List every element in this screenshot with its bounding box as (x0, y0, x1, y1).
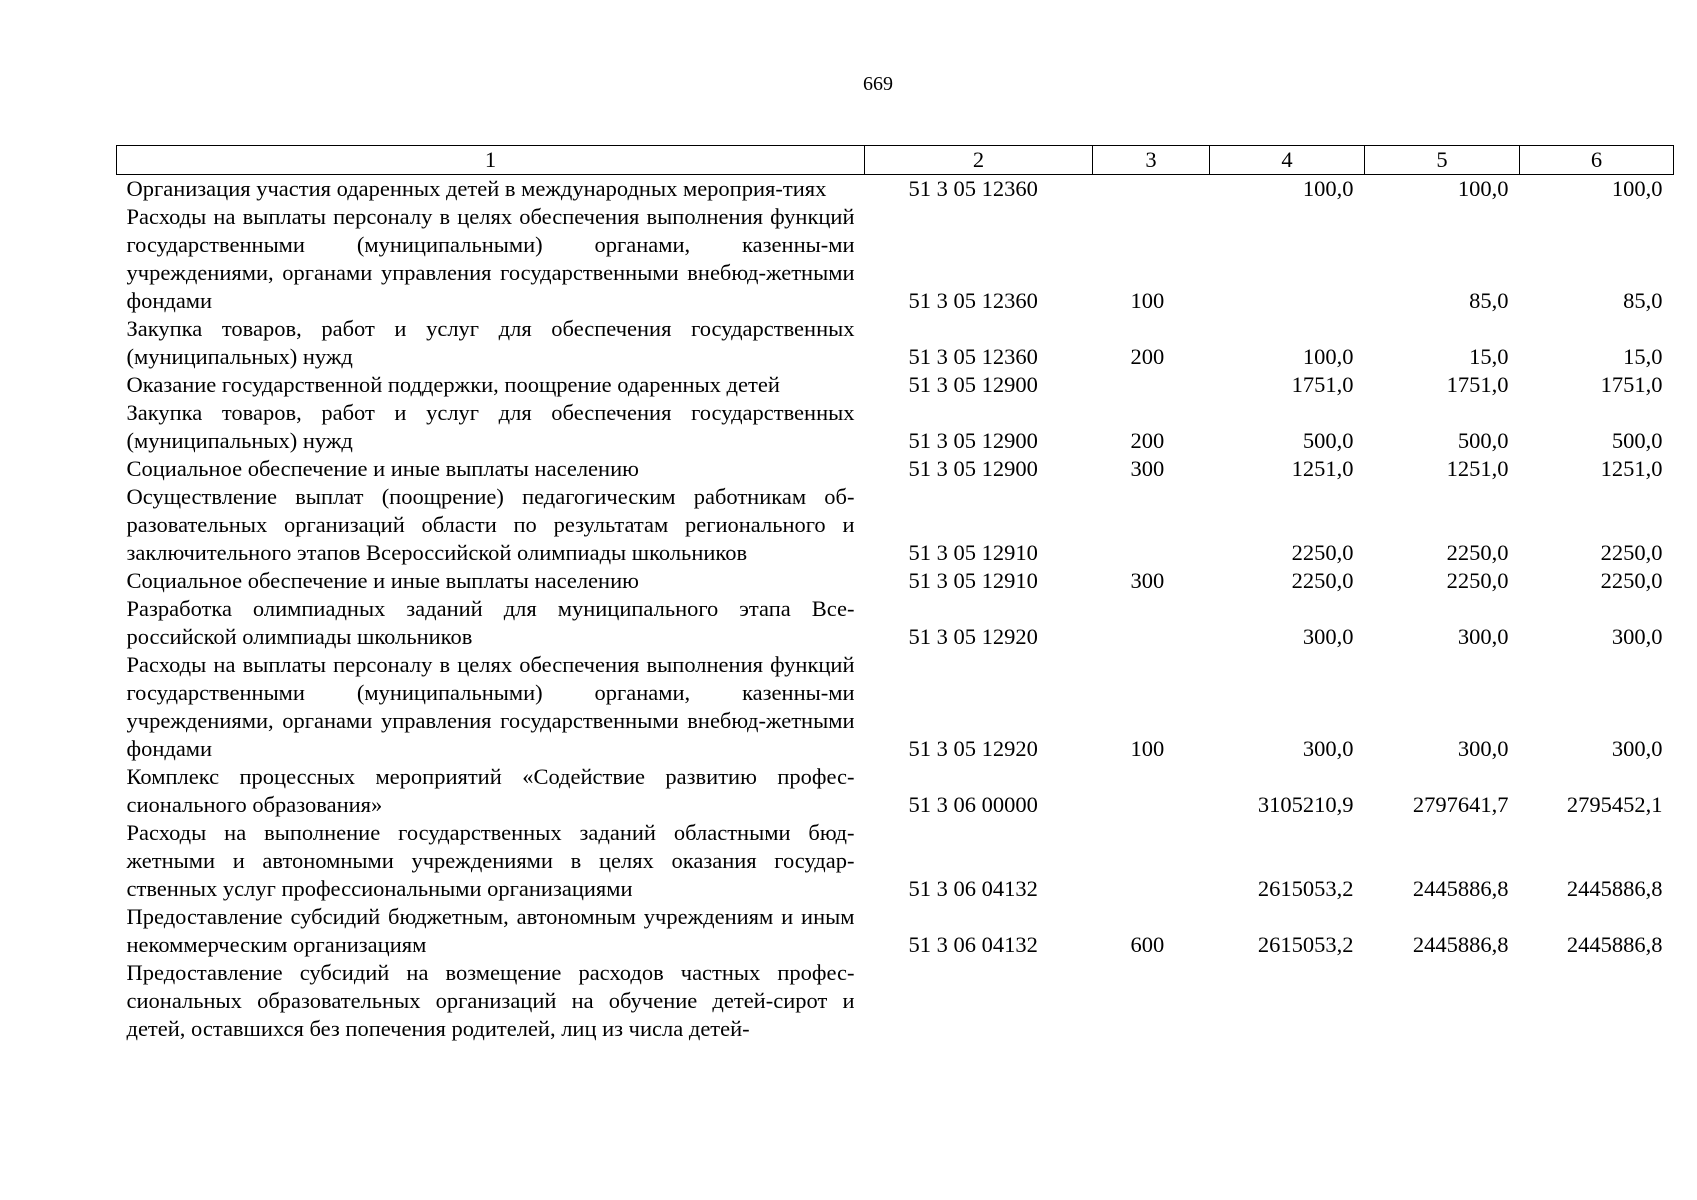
row-value-col-4: 100,0 (1302, 176, 1354, 201)
row-value-col-6: 500,0 (1611, 428, 1663, 453)
row-value-col-6: 85,0 (1623, 288, 1663, 313)
row-expense-type: 300 (1130, 568, 1165, 593)
row-value-col-6: 1251,0 (1600, 456, 1663, 481)
header-col-5: 5 (1365, 146, 1520, 175)
row-value-col-5: 100,0 (1457, 176, 1509, 201)
header-col-6: 6 (1520, 146, 1674, 175)
row-value-col-6: 15,0 (1623, 344, 1663, 369)
table-row (117, 203, 1674, 315)
row-name: Осуществление выплат (поощрение) педагогическим работникам об-разовательных организаций области по результатам регионального и заключительного этапов Всероссийской олимпиады школьников (126, 484, 855, 565)
row-value-col-5: 2445886,8 (1412, 932, 1509, 957)
row-expense-type (1093, 175, 1210, 204)
header-col-4: 4 (1210, 146, 1365, 175)
header-col-3: 3 (1093, 146, 1210, 175)
row-code: 51 3 05 12360 (908, 288, 1038, 313)
row-value-col-5 (1365, 959, 1520, 1043)
row-name: Социальное обеспечение и иные выплаты населению (126, 456, 639, 481)
row-value-col-4 (1210, 959, 1365, 1043)
row-name: Закупка товаров, работ и услуг для обеспечения государственных (муниципальных) нужд (126, 400, 855, 453)
row-value-col-6: 2445886,8 (1566, 932, 1663, 957)
table-body (117, 175, 1674, 1044)
row-value-col-6: 2250,0 (1600, 540, 1663, 565)
table-row (117, 567, 1674, 595)
row-expense-type: 200 (1130, 428, 1165, 453)
row-name: Расходы на выполнение государственных заданий областными бюд-жетными и автономными учреждениями в целях оказания государ-ственных услуг профессиональными организациями (126, 820, 855, 901)
row-value-col-6: 2445886,8 (1566, 876, 1663, 901)
row-value-col-5: 500,0 (1457, 428, 1509, 453)
row-code: 51 3 05 12910 (908, 540, 1038, 565)
table-row (117, 483, 1674, 567)
row-expense-type (1093, 819, 1210, 903)
row-value-col-4 (1210, 203, 1365, 315)
row-name: Расходы на выплаты персоналу в целях обеспечения выполнения функций государственными (муниципальными) органами, казенны-ми учреждениями, органами управления государственными внебюд-жетными фондами (126, 204, 855, 313)
header-col-1: 1 (117, 146, 865, 175)
row-expense-type: 600 (1130, 932, 1165, 957)
row-value-col-6: 1751,0 (1600, 372, 1663, 397)
row-value-col-5: 1251,0 (1446, 456, 1509, 481)
row-value-col-5: 2445886,8 (1412, 876, 1509, 901)
header-row (117, 146, 1674, 175)
row-code: 51 3 06 00000 (908, 792, 1038, 817)
row-code: 51 3 05 12910 (908, 568, 1038, 593)
row-code: 51 3 05 12360 (908, 344, 1038, 369)
row-value-col-5: 300,0 (1457, 736, 1509, 761)
row-value-col-6: 300,0 (1611, 736, 1663, 761)
row-code: 51 3 05 12900 (908, 428, 1038, 453)
row-value-col-4: 300,0 (1302, 736, 1354, 761)
row-name: Закупка товаров, работ и услуг для обеспечения государственных (муниципальных) нужд (126, 316, 855, 369)
row-value-col-4: 2615053,2 (1257, 876, 1354, 901)
table-row (117, 763, 1674, 819)
row-name: Оказание государственной поддержки, поощрение одаренных детей (126, 372, 780, 397)
table-row (117, 315, 1674, 371)
row-name: Расходы на выплаты персоналу в целях обеспечения выполнения функций государственными (муниципальными) органами, казенны-ми учреждениями, органами управления государственными внебюд-жетными фондами (126, 652, 855, 761)
row-value-col-4: 2250,0 (1291, 568, 1354, 593)
row-code: 51 3 06 04132 (908, 932, 1038, 957)
table-row (117, 651, 1674, 763)
row-code: 51 3 05 12900 (908, 372, 1038, 397)
row-value-col-5: 85,0 (1469, 288, 1509, 313)
table-row (117, 175, 1674, 204)
row-value-col-4: 2615053,2 (1257, 932, 1354, 957)
row-name: Социальное обеспечение и иные выплаты населению (126, 568, 639, 593)
row-value-col-4: 1251,0 (1291, 456, 1354, 481)
header-col-2: 2 (865, 146, 1093, 175)
table-header (117, 146, 1674, 175)
row-value-col-5: 2250,0 (1446, 568, 1509, 593)
row-value-col-5: 1751,0 (1446, 372, 1509, 397)
row-name: Организация участия одаренных детей в международных мероприя-тиях (126, 176, 827, 201)
row-value-col-4: 3105210,9 (1257, 792, 1354, 817)
row-code: 51 3 06 04132 (908, 876, 1038, 901)
row-value-col-4: 500,0 (1302, 428, 1354, 453)
table-row (117, 959, 1674, 1043)
row-expense-type: 300 (1130, 456, 1165, 481)
row-code: 51 3 05 12920 (908, 624, 1038, 649)
row-name: Предоставление субсидий бюджетным, автономным учреждениям и иным некоммерческим организациям (126, 904, 855, 957)
row-expense-type (1093, 595, 1210, 651)
row-value-col-6: 2250,0 (1600, 568, 1663, 593)
row-value-col-4: 2250,0 (1291, 540, 1354, 565)
row-value-col-5: 2797641,7 (1412, 792, 1509, 817)
row-expense-type: 100 (1130, 288, 1165, 313)
table-row (117, 399, 1674, 455)
row-expense-type: 200 (1130, 344, 1165, 369)
row-value-col-6: 2795452,1 (1566, 792, 1663, 817)
row-name: Разработка олимпиадных заданий для муниципального этапа Все-российской олимпиады школьников (126, 596, 855, 649)
row-expense-type (1093, 959, 1210, 1043)
row-value-col-5: 2250,0 (1446, 540, 1509, 565)
page-number: 669 (863, 73, 893, 95)
row-value-col-4: 300,0 (1302, 624, 1354, 649)
row-name: Комплекс процессных мероприятий «Содействие развитию профес-сионального образования» (126, 764, 855, 817)
row-expense-type: 100 (1130, 736, 1165, 761)
table-row (117, 595, 1674, 651)
row-code: 51 3 05 12920 (908, 736, 1038, 761)
row-expense-type (1093, 763, 1210, 819)
row-name: Предоставление субсидий на возмещение расходов частных профес-сиональных образовательных организаций на обучение детей-сирот и детей, оставшихся без попечения родителей, лиц из числа детей- (126, 960, 855, 1041)
row-value-col-5: 300,0 (1457, 624, 1509, 649)
row-code: 51 3 05 12360 (908, 176, 1038, 201)
row-value-col-5: 15,0 (1469, 344, 1509, 369)
table-row (117, 371, 1674, 399)
row-code (865, 959, 1093, 1043)
table-row (117, 819, 1674, 903)
table-row (117, 455, 1674, 483)
row-value-col-4: 1751,0 (1291, 372, 1354, 397)
row-code: 51 3 05 12900 (908, 456, 1038, 481)
row-expense-type (1093, 483, 1210, 567)
row-value-col-4: 100,0 (1302, 344, 1354, 369)
row-value-col-6 (1520, 959, 1674, 1043)
row-value-col-6: 100,0 (1611, 176, 1663, 201)
budget-table (116, 145, 1674, 1043)
row-value-col-6: 300,0 (1611, 624, 1663, 649)
table-row (117, 903, 1674, 959)
row-expense-type (1093, 371, 1210, 399)
